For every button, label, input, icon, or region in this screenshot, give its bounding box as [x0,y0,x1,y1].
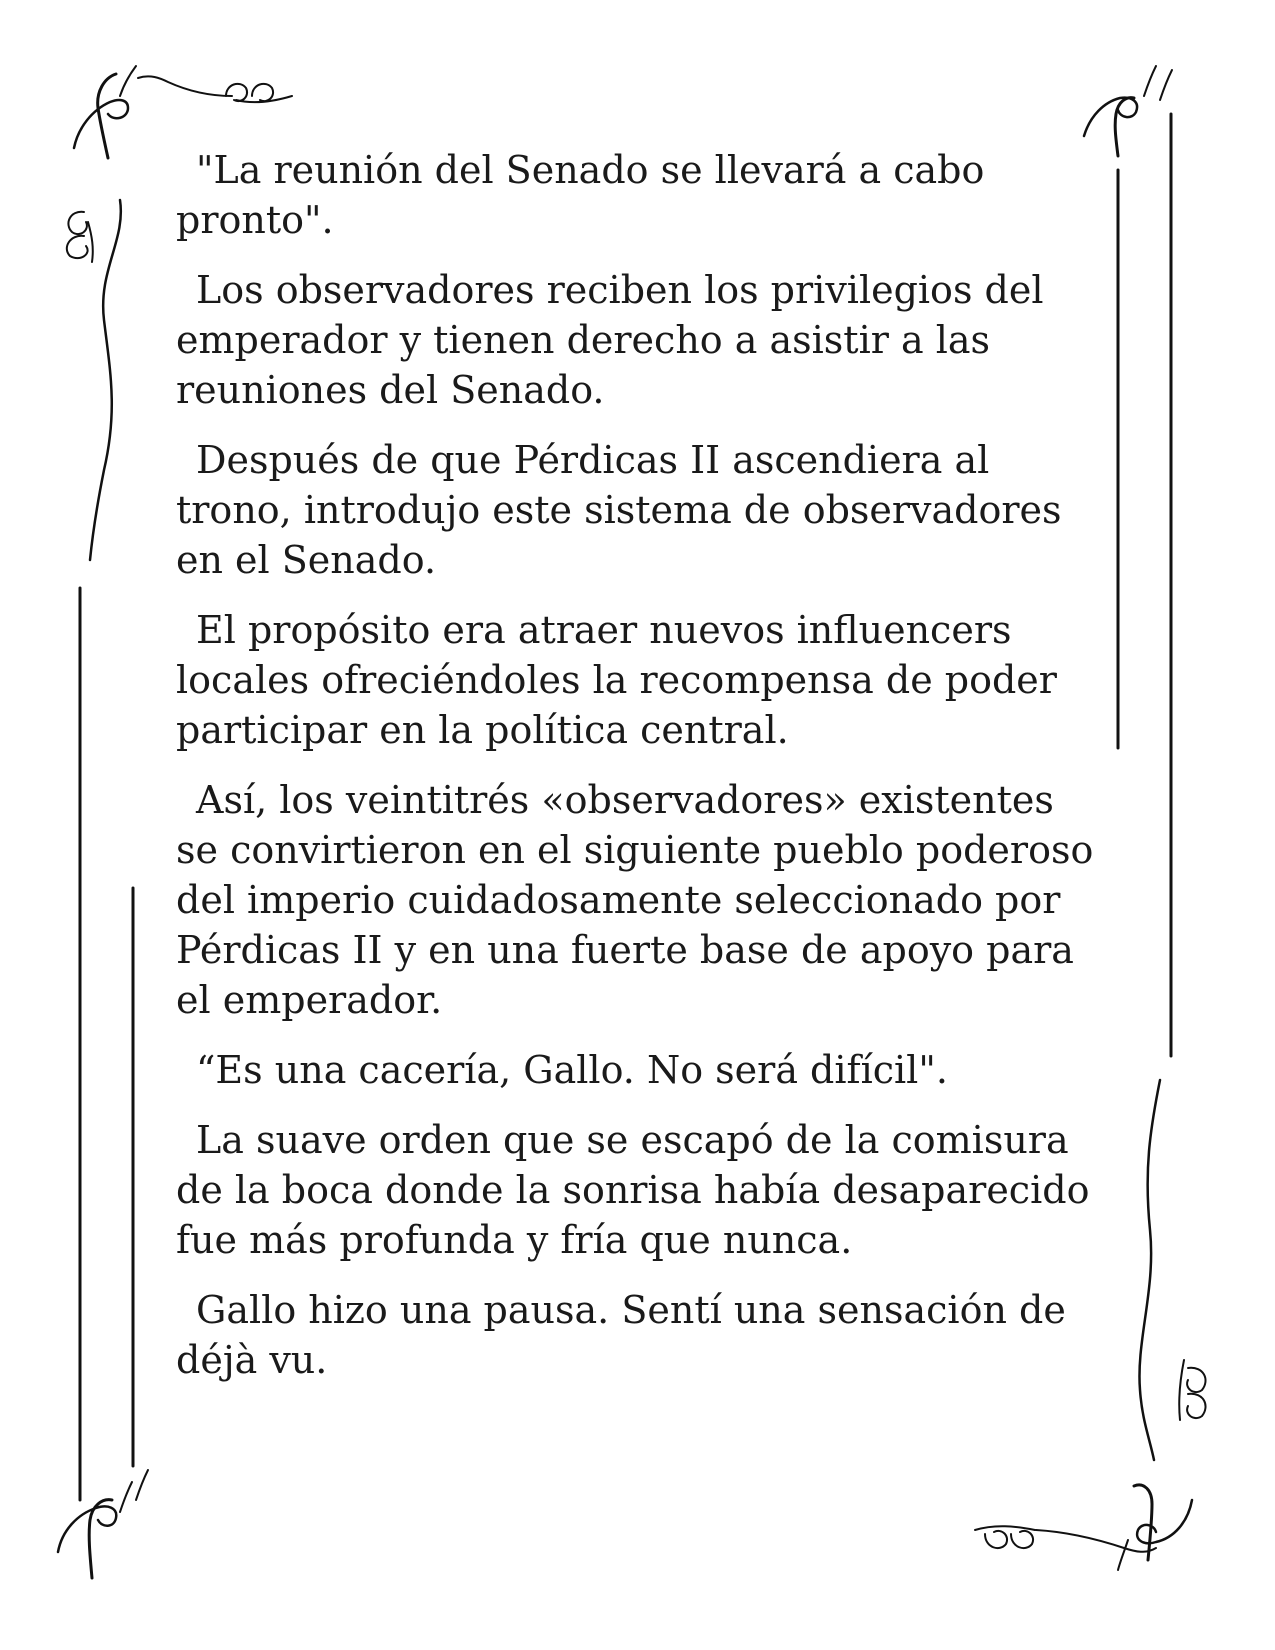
paragraph-4: El propósito era atraer nuevos influencers locales ofreciéndoles la recompensa de poder participar en la política central. [176,608,1057,752]
flourish-top-right [1084,66,1172,156]
paragraph-2: Los observadores reciben los privilegios del emperador y tienen derecho a asistir a las reuniones del Senado. [176,268,1044,412]
chapter-text [176,145,1096,1405]
flourish-bottom-left [58,1470,148,1578]
paragraph-6: “Es una cacería, Gallo. No será difícil". [196,1048,948,1092]
paragraph-7: La suave orden que se escapó de la comisura de la boca donde la sonrisa había desaparecido fue más profunda y fría que nunca. [176,1118,1090,1262]
paragraph-8: Gallo hizo una pausa. Sentí una sensación de déjà vu. [176,1288,1066,1382]
paragraph-1: "La reunión del Senado se llevará a cabo pronto". [176,148,985,242]
paragraph-3: Después de que Pérdicas II ascendiera al trono, introdujo este sistema de observadores en el Senado. [176,438,1062,582]
paragraph-5: Así, los veintitrés «observadores» existentes se convirtieron en el siguiente pueblo poderoso del imperio cuidadosamente seleccionado por Pérdicas II y en una fuerte base de apoyo para el emperador. [176,778,1094,1022]
